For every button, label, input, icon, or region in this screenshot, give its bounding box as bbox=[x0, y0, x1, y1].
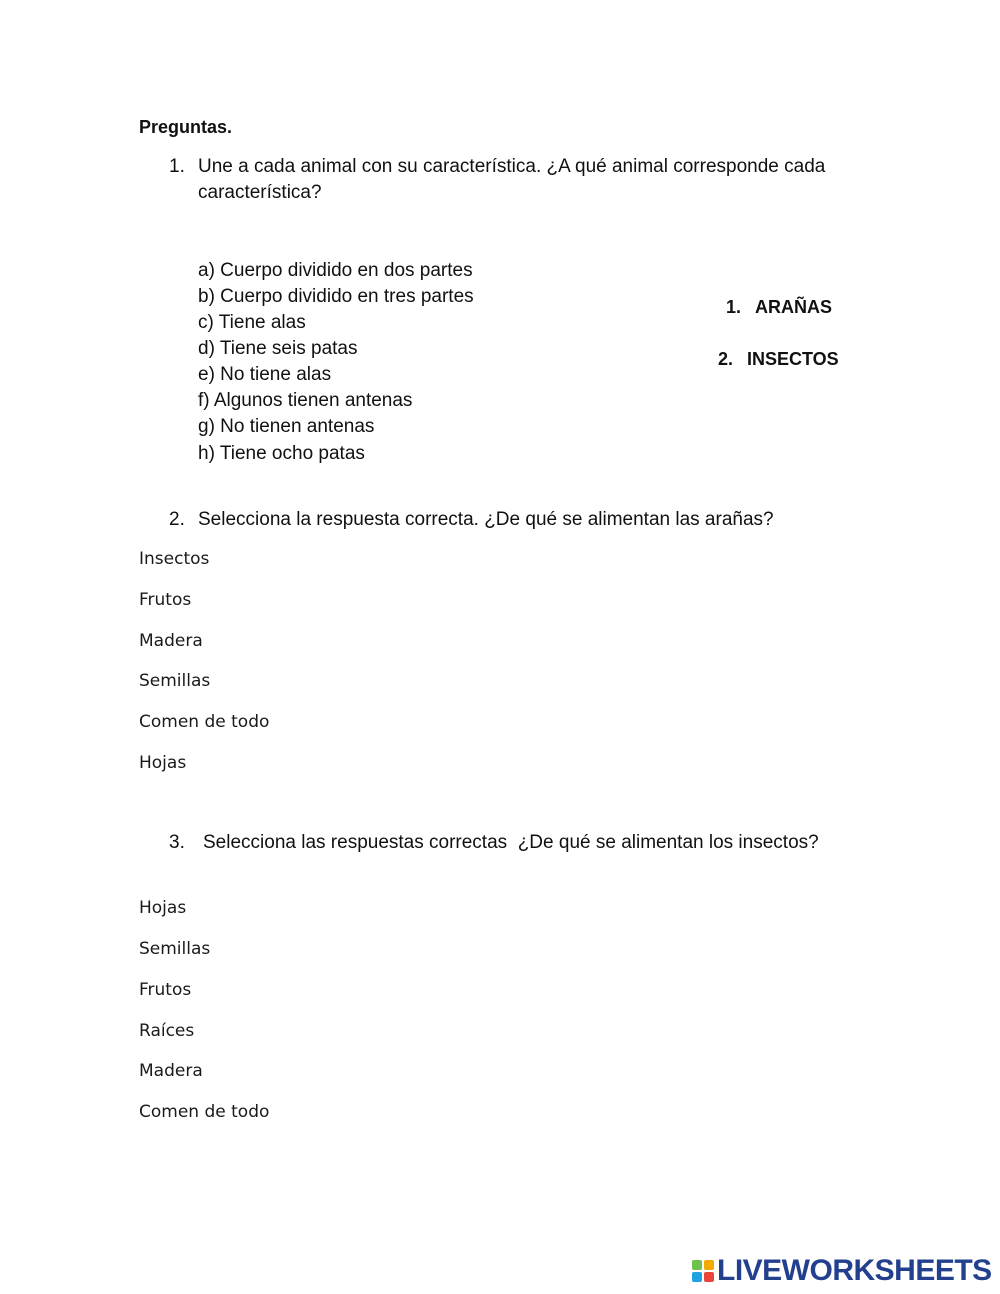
question-2-text: Selecciona la respuesta correcta. ¿De qué se alimentan las arañas? bbox=[198, 509, 774, 530]
question-1-text: Une a cada animal con su característica. ¿A qué animal corresponde cada característica? bbox=[198, 156, 826, 203]
characteristic-item[interactable]: d) Tiene seis patas bbox=[198, 338, 358, 359]
question-3-number: 3. bbox=[169, 832, 185, 853]
page-heading: Preguntas. bbox=[139, 117, 233, 137]
q3-option[interactable]: Hojas bbox=[139, 898, 187, 918]
q2-option[interactable]: Madera bbox=[139, 631, 203, 651]
q3-option[interactable]: Comen de todo bbox=[139, 1102, 270, 1122]
q3-option[interactable]: Madera bbox=[139, 1061, 203, 1081]
q2-option[interactable]: Frutos bbox=[139, 590, 192, 610]
question-3-text: Selecciona las respuestas correctas ¿De qué se alimentan los insectos? bbox=[203, 832, 819, 853]
characteristic-item[interactable]: c) Tiene alas bbox=[198, 312, 306, 333]
q2-option[interactable]: Comen de todo bbox=[139, 712, 270, 732]
question-2-number: 2. bbox=[169, 509, 185, 530]
q2-option[interactable]: Semillas bbox=[139, 671, 211, 691]
q3-option[interactable]: Raíces bbox=[139, 1021, 195, 1041]
group-aranas-number: 1. bbox=[726, 297, 742, 317]
group-insectos-label[interactable]: INSECTOS bbox=[747, 349, 839, 369]
characteristic-item[interactable]: a) Cuerpo dividido en dos partes bbox=[198, 260, 473, 281]
characteristic-item[interactable]: f) Algunos tienen antenas bbox=[198, 390, 413, 411]
q2-option[interactable]: Insectos bbox=[139, 549, 210, 569]
group-aranas-label[interactable]: ARAÑAS bbox=[755, 297, 833, 317]
q2-option[interactable]: Hojas bbox=[139, 753, 187, 773]
logo-text: LIVEWORKSHEETS bbox=[717, 1254, 992, 1287]
group-insectos-number: 2. bbox=[718, 349, 734, 369]
q3-option[interactable]: Frutos bbox=[139, 980, 192, 1000]
characteristic-item[interactable]: b) Cuerpo dividido en tres partes bbox=[198, 286, 474, 307]
characteristic-item[interactable]: h) Tiene ocho patas bbox=[198, 443, 365, 464]
q3-option[interactable]: Semillas bbox=[139, 939, 211, 959]
liveworksheets-logo bbox=[692, 1254, 992, 1288]
question-1-number: 1. bbox=[169, 156, 185, 177]
characteristic-item[interactable]: e) No tiene alas bbox=[198, 364, 332, 385]
characteristic-item[interactable]: g) No tienen antenas bbox=[198, 416, 375, 437]
logo-mark-icon bbox=[692, 1260, 714, 1282]
